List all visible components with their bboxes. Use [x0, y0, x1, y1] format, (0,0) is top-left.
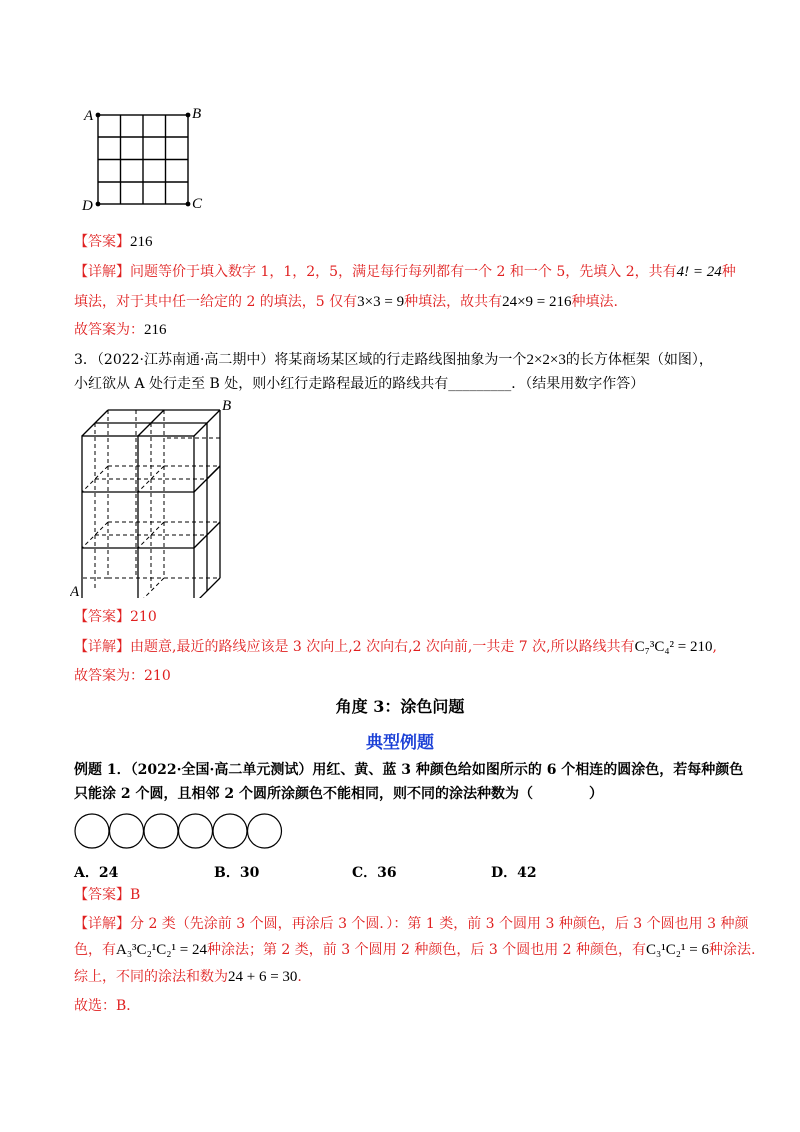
ex1-conclusion: 故选：B．	[74, 998, 141, 1014]
vertex-label-b: B	[222, 398, 232, 414]
detail-text: 种	[721, 264, 736, 280]
detail-text: 种涂法；第 2 类，前 3 个圆用 2 种颜色，后 3 个圆也用 2 种颜色，有	[206, 942, 647, 958]
answer-tag: 【答案】	[74, 234, 130, 250]
q3-detail-line	[74, 637, 717, 657]
ex1-stem-line-2: 只能涂 2 个圆，且相邻 2 个圆所涂颜色不能相同，则不同的涂法种数为（ ）	[74, 786, 603, 802]
detail-text: 分 2 类（先涂前 3 个圆，再涂后 3 个圆．）：第 1 类，前 3 个圆用 3 种颜色，后 3 个圆也用 3 种颜	[130, 916, 749, 932]
six-circles-figure	[74, 810, 284, 854]
vertex-label-b: B	[192, 106, 202, 122]
detail-text: 种涂法.	[708, 942, 756, 958]
formula: C₃¹C₂¹ = 6	[646, 942, 709, 958]
option-a: A．24	[74, 865, 119, 881]
detail-text: ,	[712, 639, 717, 655]
q3-stem-line-2: 小红欲从 A 处行走至 B 处，则小红行走路程最近的路线共有_________．（结果用数字作答）	[74, 376, 645, 392]
section-subtitle: 典型例题	[366, 733, 434, 753]
q2-detail-line-1	[74, 262, 736, 282]
stem-text: 的长方体框架（如图），	[565, 352, 713, 368]
answer-tag: 【答案】	[74, 887, 130, 903]
vertex-label-a: A	[70, 584, 80, 598]
detail-tag: 【详解】	[74, 916, 130, 932]
conclusion-text: 故答案为：	[74, 322, 144, 338]
q3-conclusion: 故答案为：210	[74, 668, 171, 684]
q2-answer-line	[74, 232, 153, 252]
cuboid-figure	[70, 398, 240, 598]
q2-conclusion	[74, 320, 167, 340]
formula: 4! = 24	[676, 264, 722, 280]
grid-figure	[70, 100, 210, 215]
q3-stem-line-1	[74, 350, 713, 370]
detail-tag: 【详解】	[74, 639, 130, 655]
vertex-label-c: C	[192, 196, 203, 212]
formula: 3×3 = 9	[357, 294, 405, 310]
option-d: D．42	[491, 865, 537, 881]
vertex-label-d: D	[82, 198, 93, 214]
detail-tag: 【详解】	[74, 264, 130, 280]
q3-answer-line	[74, 607, 157, 627]
detail-text: 由题意,最近的路线应该是 3 次向上,2 次向右,2 次向前,一共走 7 次,所以路线共有	[130, 639, 635, 655]
detail-text: 综上，不同的涂法和数为	[74, 969, 228, 985]
ex1-detail-line-3	[74, 967, 302, 987]
detail-text: 填法，对于其中任一给定的 2 的填法，5 仅有	[74, 294, 358, 310]
formula: C₇³C₄² = 210	[634, 639, 713, 655]
formula: A₃³C₂¹C₂¹ = 24	[116, 942, 207, 958]
detail-text: 问题等价于填入数字 1，1，2，5，满足每行每列都有一个 2 和一个 5，先填入 2，共有	[130, 264, 677, 280]
formula: 24×9 = 216	[502, 294, 572, 310]
detail-text: 色，有	[74, 942, 116, 958]
answer-value: B	[130, 887, 141, 903]
detail-text: 种填法.	[571, 294, 618, 310]
section-title: 角度 3：涂色问题	[335, 697, 465, 716]
vertex-label-a: A	[84, 108, 94, 124]
detail-text: .	[297, 969, 302, 985]
answer-value: 210	[130, 609, 157, 625]
ex1-answer-line	[74, 885, 140, 905]
q2-detail-line-2	[74, 292, 618, 312]
ex1-detail-line-2	[74, 940, 755, 960]
formula: 24 + 6 = 30	[228, 969, 298, 985]
ex1-detail-line-1	[74, 914, 748, 934]
answer-value: 216	[130, 234, 153, 250]
option-c: C．36	[352, 865, 397, 881]
answer-tag: 【答案】	[74, 609, 130, 625]
detail-text: 种填法，故共有	[404, 294, 503, 310]
formula: 2×2×3	[526, 352, 566, 368]
conclusion-value: 216	[144, 322, 167, 338]
stem-text: 3．（2022·江苏南通·高二期中）将某商场某区域的行走路线图抽象为一个	[74, 352, 527, 368]
ex1-stem-line-1: 例题 1．（2022·全国·高二单元测试）用红、黄、蓝 3 种颜色给如图所示的 6 个相连的圆涂色，若每种颜色	[74, 762, 744, 778]
option-b: B．30	[214, 865, 260, 881]
